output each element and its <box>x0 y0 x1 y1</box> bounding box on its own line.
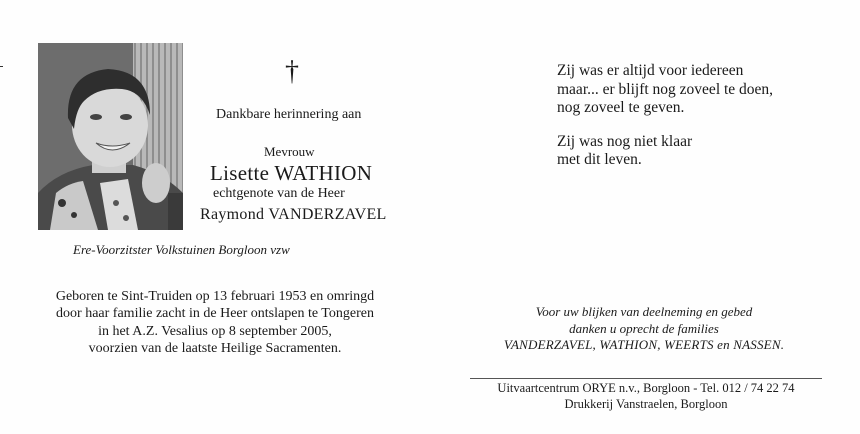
spouse-relation: echtgenote van de Heer <box>213 186 345 201</box>
honorary-role: Ere-Voorzitster Volkstuinen Borgloon vzw <box>73 242 290 257</box>
funeral-home: Uitvaartcentrum ORYE n.v., Borgloon - Tel. 012 / 74 22 74 <box>497 381 795 395</box>
poem-line: nog zoveel te geven. <box>557 99 685 116</box>
honorific: Mevrouw <box>264 144 315 159</box>
gratitude-line: Voor uw blijken van deelneming en gebed <box>535 304 753 319</box>
gratitude-line: danken u oprecht de families <box>569 320 719 336</box>
edge-mark <box>0 66 3 67</box>
biography-line: Geboren te Sint-Truiden op 13 februari 1953 en omringd <box>55 289 375 304</box>
cross-icon: † <box>285 56 299 87</box>
printer-footer <box>470 381 822 412</box>
poem-line: met dit leven. <box>557 151 642 168</box>
family-names: VANDERZAVEL, WATHION, WEERTS en NASSEN. <box>503 337 785 353</box>
biography <box>30 288 400 357</box>
biography-line: voorzien van de laatste Heilige Sacramenten. <box>88 340 342 356</box>
poem-line: maar... er blijft nog zoveel te doen, <box>557 80 774 98</box>
spouse-name: Raymond VANDERZAVEL <box>200 206 387 223</box>
biography-line: door haar familie zacht in de Heer ontslapen te Tongeren <box>56 306 374 322</box>
printer: Drukkerij Vanstraelen, Borgloon <box>564 396 728 411</box>
poem-line: Zij was nog niet klaar <box>557 132 693 150</box>
poem <box>557 62 773 170</box>
biography-line: in het A.Z. Vesalius op 8 september 2005, <box>98 323 332 339</box>
divider <box>470 378 822 379</box>
remembrance-heading: Dankbare herinnering aan <box>216 107 362 122</box>
poem-line: Zij was er altijd voor iedereen <box>557 62 744 79</box>
stanza-gap <box>557 118 773 133</box>
portrait-photo <box>38 43 183 230</box>
deceased-name: Lisette WATHION <box>210 161 373 185</box>
gratitude-note <box>474 304 814 354</box>
